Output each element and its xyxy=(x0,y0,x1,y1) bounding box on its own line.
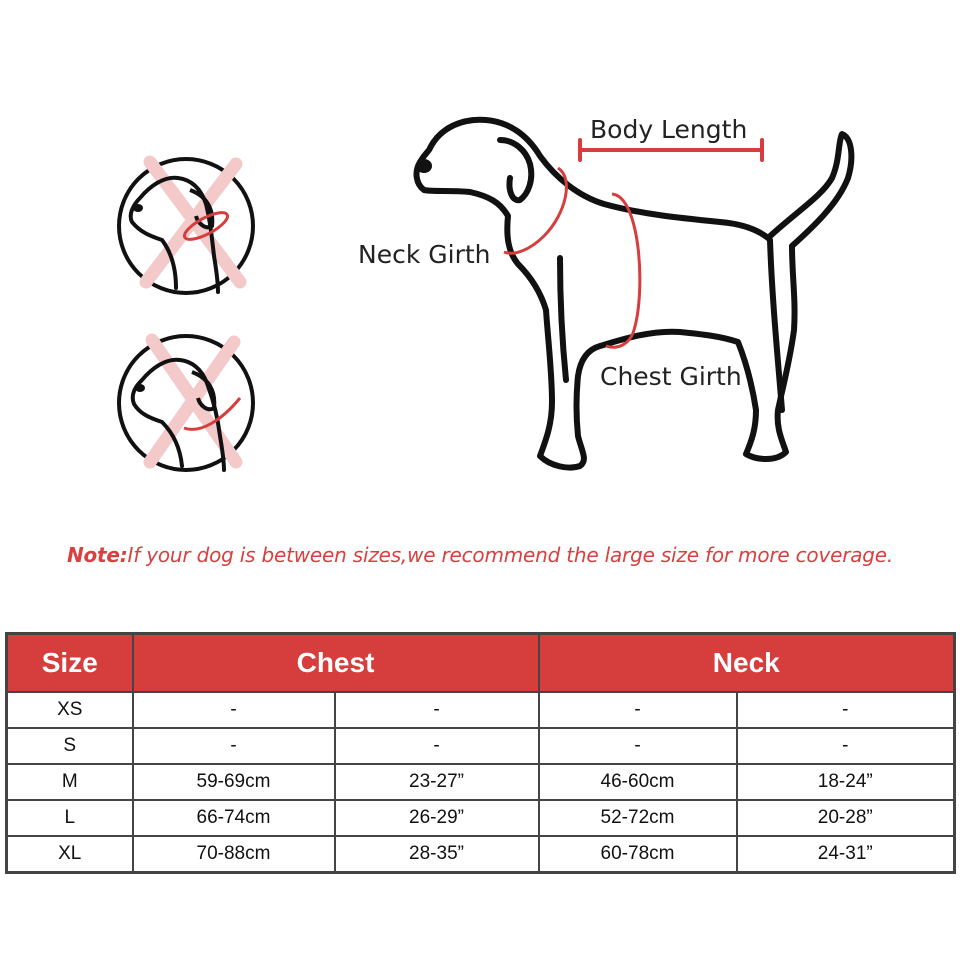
dog-outline xyxy=(417,120,852,468)
chest-girth-marker xyxy=(606,194,640,347)
chest-in-cell: 26-29” xyxy=(335,800,539,836)
neck-in-cell: - xyxy=(737,728,955,764)
chest-cm-cell: 59-69cm xyxy=(133,764,335,800)
table-header-row xyxy=(7,634,955,693)
neck-header: Neck xyxy=(539,634,955,693)
dog-nose xyxy=(416,159,432,173)
sizing-note xyxy=(0,543,960,567)
note-text: If your dog is between sizes,we recommend the large size for more coverage. xyxy=(127,543,894,567)
neck-girth-label: Neck Girth xyxy=(358,240,491,269)
chest-in-cell: - xyxy=(335,692,539,728)
size-cell: M xyxy=(7,764,133,800)
size-cell: L xyxy=(7,800,133,836)
neck-cm-cell: 46-60cm xyxy=(539,764,737,800)
size-chart-table xyxy=(5,632,956,874)
table-row xyxy=(7,728,955,764)
neck-in-cell: 20-28” xyxy=(737,800,955,836)
chest-header: Chest xyxy=(133,634,539,693)
table-row xyxy=(7,692,955,728)
neck-in-cell: 18-24” xyxy=(737,764,955,800)
size-cell: XL xyxy=(7,836,133,873)
chest-cm-cell: 66-74cm xyxy=(133,800,335,836)
size-header: Size xyxy=(7,634,133,693)
chest-cm-cell: 70-88cm xyxy=(133,836,335,873)
note-prefix: Note: xyxy=(66,543,128,567)
size-cell: S xyxy=(7,728,133,764)
chest-in-cell: 28-35” xyxy=(335,836,539,873)
neck-cm-cell: 60-78cm xyxy=(539,836,737,873)
chest-cm-cell: - xyxy=(133,692,335,728)
chest-girth-label: Chest Girth xyxy=(600,362,742,391)
chest-in-cell: 23-27” xyxy=(335,764,539,800)
chest-in-cell: - xyxy=(335,728,539,764)
neck-girth-marker xyxy=(504,168,566,253)
neck-cm-cell: - xyxy=(539,728,737,764)
chest-cm-cell: - xyxy=(133,728,335,764)
table-row xyxy=(7,800,955,836)
table-row xyxy=(7,836,955,873)
wrong-fit-tilted-collar-icon xyxy=(119,159,253,293)
table-row xyxy=(7,764,955,800)
wrong-fit-low-collar-icon xyxy=(119,336,253,470)
neck-cm-cell: - xyxy=(539,692,737,728)
size-cell: XS xyxy=(7,692,133,728)
neck-in-cell: - xyxy=(737,692,955,728)
body-length-label: Body Length xyxy=(590,115,748,144)
neck-cm-cell: 52-72cm xyxy=(539,800,737,836)
neck-in-cell: 24-31” xyxy=(737,836,955,873)
